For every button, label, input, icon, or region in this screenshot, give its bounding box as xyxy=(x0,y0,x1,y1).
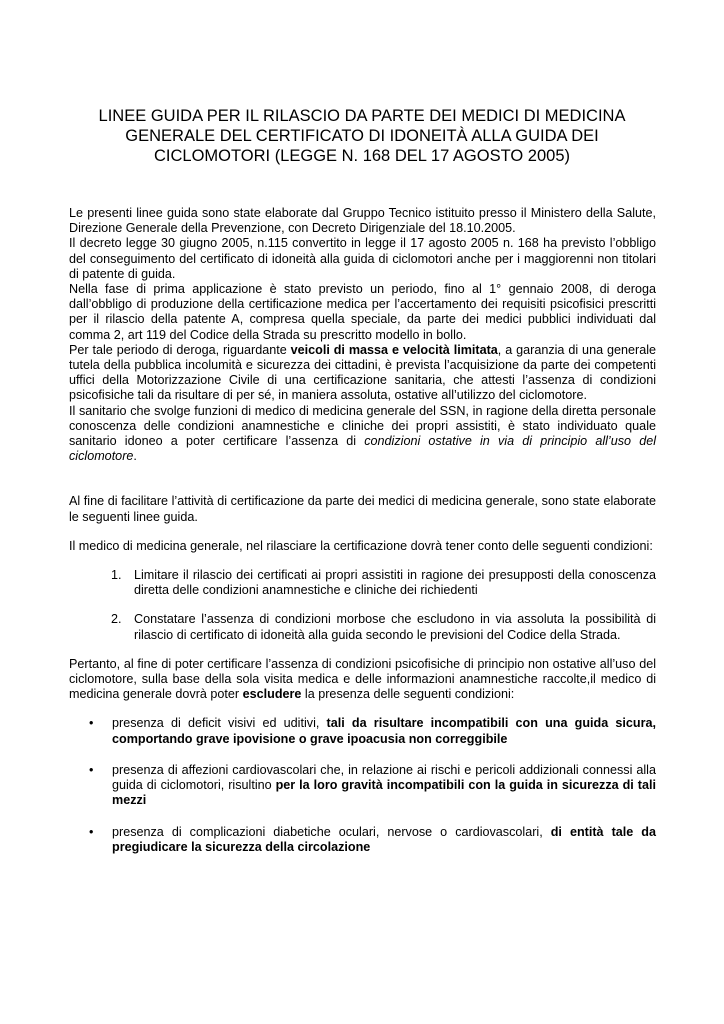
intro-paragraph-1: Le presenti linee guida sono state elaborate dal Gruppo Tecnico istituito presso il Ministero della Salute, Direzione Generale della Prevenzione, con Decreto Dirigenziale del 18.10.2005. xyxy=(69,206,656,236)
list-item-text: Constatare l’assenza di condizioni morbose che escludono in via assoluta la possibilità di rilascio di certificato di idoneità alla guida secondo le previsioni del Codice della Strada. xyxy=(134,612,656,642)
spacer xyxy=(69,702,656,716)
therefore-text-a: Pertanto, al fine di poter certificare l’assenza di condizioni psicofisiche di principio non ostative all’uso del ciclomotore, sulla base della sola visita medica e delle informazioni anamnestiche raccolte,il medico di medicina generale dovrà poter xyxy=(69,656,656,702)
p5-text-a: Il sanitario che svolge funzioni di medico di medicina generale del SSN, in ragione della diretta personale conoscenza delle condizioni anamnestiche e cliniche dei propri assistiti, è stato individuato quale sanitario idoneo a poter certificare l’assenza di xyxy=(69,403,656,449)
bullet-plain-text: presenza di affezioni cardiovascolari che, in relazione ai rischi e pericoli addizionali connessi alla guida di ciclomotori, risultino xyxy=(112,762,656,793)
intro-paragraph-3: Nella fase di prima applicazione è stato previsto un periodo, fino al 1° gennaio 2008, di deroga dall’obbligo di produzione della certificazione medica per l’accertamento dei requisiti psicofisici prescritti per il rilascio della patente A, compresa quella speciale, da parte dei medici pubblici individuati dal comma 2, art 119 del Codice della Strada su prescritto modello in bollo. xyxy=(69,282,656,342)
p5-text-b: . xyxy=(133,449,137,464)
spacer xyxy=(69,464,656,494)
spacer xyxy=(69,525,656,539)
title-line-1: LINEE GUIDA PER IL RILASCIO DA PARTE DEI MEDICI DI MEDICINA xyxy=(98,107,626,125)
bullet-plain-text: presenza di complicazioni diabetiche oculari, nervose o cardiovascolari, xyxy=(112,824,551,839)
bullet-icon: • xyxy=(89,762,94,777)
bullet-list-item xyxy=(69,825,656,855)
bullet-icon: • xyxy=(89,824,94,839)
list-number: 1. xyxy=(111,568,122,583)
list-item-text: Limitare il rilascio dei certificati ai propri assistiti in ragione dei presupposti della conoscenza diretta delle condizioni anamnestiche e cliniche dei richiedenti xyxy=(134,568,656,598)
numbered-list-item xyxy=(69,612,656,642)
conditions-intro-paragraph: Il medico di medicina generale, nel rilasciare la certificazione dovrà tener conto delle seguenti condizioni: xyxy=(69,538,653,553)
bullet-list-item xyxy=(69,763,656,809)
title-line-2: GENERALE DEL CERTIFICATO DI IDONEITÀ ALLA GUIDA DEI xyxy=(125,127,599,145)
intro-paragraph-2: Il decreto legge 30 giugno 2005, n.115 convertito in legge il 17 agosto 2005 n. 168 ha previsto l’obbligo del conseguimento del certificato di idoneità alla guida di ciclomotori anche per i maggiorenni non titolari di patente di guida. xyxy=(69,236,656,281)
spacer xyxy=(69,643,656,657)
intro-paragraph-5 xyxy=(69,404,656,465)
spacer xyxy=(69,554,656,568)
therefore-paragraph xyxy=(69,657,656,703)
therefore-bold-text: escludere xyxy=(242,687,302,702)
bullet-icon: • xyxy=(89,716,94,731)
facilitate-paragraph: Al fine di facilitare l’attività di certificazione da parte dei medici di medicina generale, sono state elaborate le seguenti linee guida. xyxy=(69,494,656,524)
numbered-list-item xyxy=(69,568,656,598)
document-body xyxy=(69,206,656,855)
bullet-list-item xyxy=(69,716,656,746)
list-number: 2. xyxy=(111,612,122,627)
bullet-bold-text: di entità tale da pregiudicare la sicurezza della circolazione xyxy=(112,824,656,854)
p4-text-a: Per tale periodo di deroga, riguardante xyxy=(69,342,291,357)
numbered-list xyxy=(69,568,656,643)
p5-italic-text: condizioni ostative in via di principio all’uso del ciclomotore xyxy=(69,434,656,464)
bullet-bold-text: per la loro gravità incompatibili con la guida in sicurezza di tali mezzi xyxy=(112,778,656,808)
bullet-list xyxy=(69,716,656,854)
therefore-text-b: la presenza delle seguenti condizioni: xyxy=(301,687,515,702)
bullet-plain-text: presenza di deficit visivi ed uditivi, xyxy=(112,716,327,731)
bullet-bold-text: tali da risultare incompatibili con una guida sicura, comportando grave ipovisione o grave ipoacusia non correggibile xyxy=(112,716,656,746)
title-line-3: CICLOMOTORI (LEGGE N. 168 DEL 17 AGOSTO 2005) xyxy=(153,147,570,165)
intro-paragraph-4 xyxy=(69,343,656,404)
document-title xyxy=(60,106,664,166)
p4-bold-text: veicoli di massa e velocità limitata xyxy=(290,342,498,357)
p4-text-b: , a garanzia di una generale tutela della pubblica incolumità e sicurezza dei cittadini, è prevista l’acquisizione da parte dei competenti uffici della Motorizzazione Civile di una certificazione sanitaria, che attesti l’assenza di condizioni psicofisiche tali da risultare di per sé, in maniera assoluta, ostative all’utilizzo del ciclomotore. xyxy=(69,342,656,403)
